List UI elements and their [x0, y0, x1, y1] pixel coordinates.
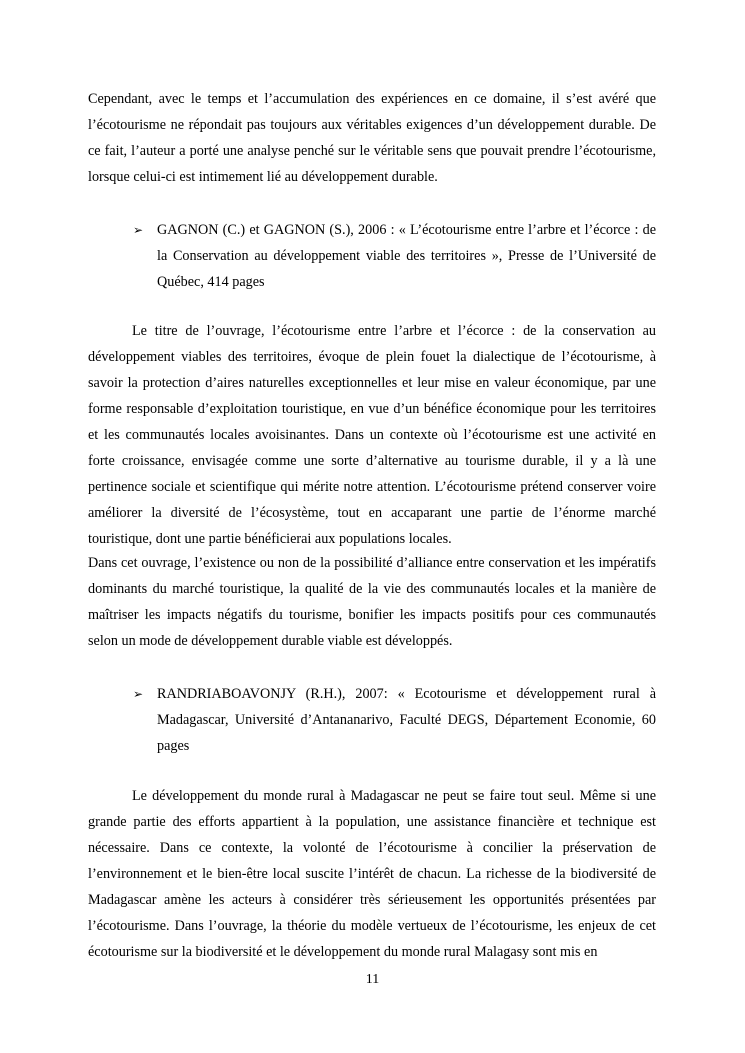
reference-text: RANDRIABOAVONJY (R.H.), 2007: « Ecotourisme et développement rural à Madagascar, Université d’Antananarivo, Faculté DEGS, Département Economie, 60 pages	[157, 686, 656, 754]
paragraph-gagnon-summary: Le titre de l’ouvrage, l’écotourisme entre l’arbre et l’écorce : de la conservation au développement viables des territoires, évoque de plein fouet la dialectique de l’écotourisme, à savoir la protection d’aires naturelles exceptionnelles et leur mise en valeur économique, par une forme responsable d’exploitation touristique, en vue d’un bénéfice économique pour les territoires et les communautés locales avoisinantes. Dans un contexte où l’écotourisme est une activité en forte croissance, envisagée comme une sorte d’alternative au tourisme durable, il y a là une pertinence sociale et scientifique qui mérite notre attention. L’écotourisme prétend conserver voire améliorer la diversité de l’écosystème, tout en accaparant une partie de l’énorme marché touristique, dont une partie bénéficierai aux populations locales.	[88, 323, 656, 547]
paragraph-intro: Cependant, avec le temps et l’accumulation des expériences en ce domaine, il s’est avéré que l’écotourisme ne répondait pas toujours aux véritables exigences d’un développement durable. De ce fait, l’auteur a porté une analyse penché sur le véritable sens que pouvait prendre l’écotourisme, lorsque celui-ci est intimement lié au développement durable.	[88, 91, 656, 185]
paragraph-randriaboavonjy-summary: Le développement du monde rural à Madagascar ne peut se faire tout seul. Même si une grande partie des efforts appartient à la population, une assistance financière et technique est nécessaire. Dans ce contexte, la volonté de l’écotourisme à concilier la préservation de l’environnement et le bien-être local suscite l’intérêt de chacun. La richesse de la biodiversité de Madagascar amène les acteurs à considérer très sérieusement les opportunités présentées par l’écotourisme. Dans l’ouvrage, la théorie du modèle vertueux de l’écotourisme, les enjeux de cet écotourisme sur la biodiversité et le développement du monde rural Malagasy sont mis en	[88, 788, 656, 960]
paragraph-gagnon-details: Dans cet ouvrage, l’existence ou non de la possibilité d’alliance entre conservation et les impératifs dominants du marché touristique, la qualité de la vie des communautés locales et la manière de maîtriser les impacts négatifs du tourisme, bonifier les impacts positifs pour ces communautés selon un mode de développement durable viable est développés.	[88, 555, 656, 649]
reference-item	[133, 217, 656, 295]
reference-item	[133, 681, 656, 759]
page-number: 11	[365, 972, 380, 987]
arrow-bullet-icon: ➢	[133, 223, 144, 237]
arrow-bullet-icon: ➢	[133, 687, 144, 701]
reference-text: GAGNON (C.) et GAGNON (S.), 2006 : « L’écotourisme entre l’arbre et l’écorce : de la Conservation au développement viable des territoires », Presse de l’Université de Québec, 414 pages	[157, 222, 656, 290]
